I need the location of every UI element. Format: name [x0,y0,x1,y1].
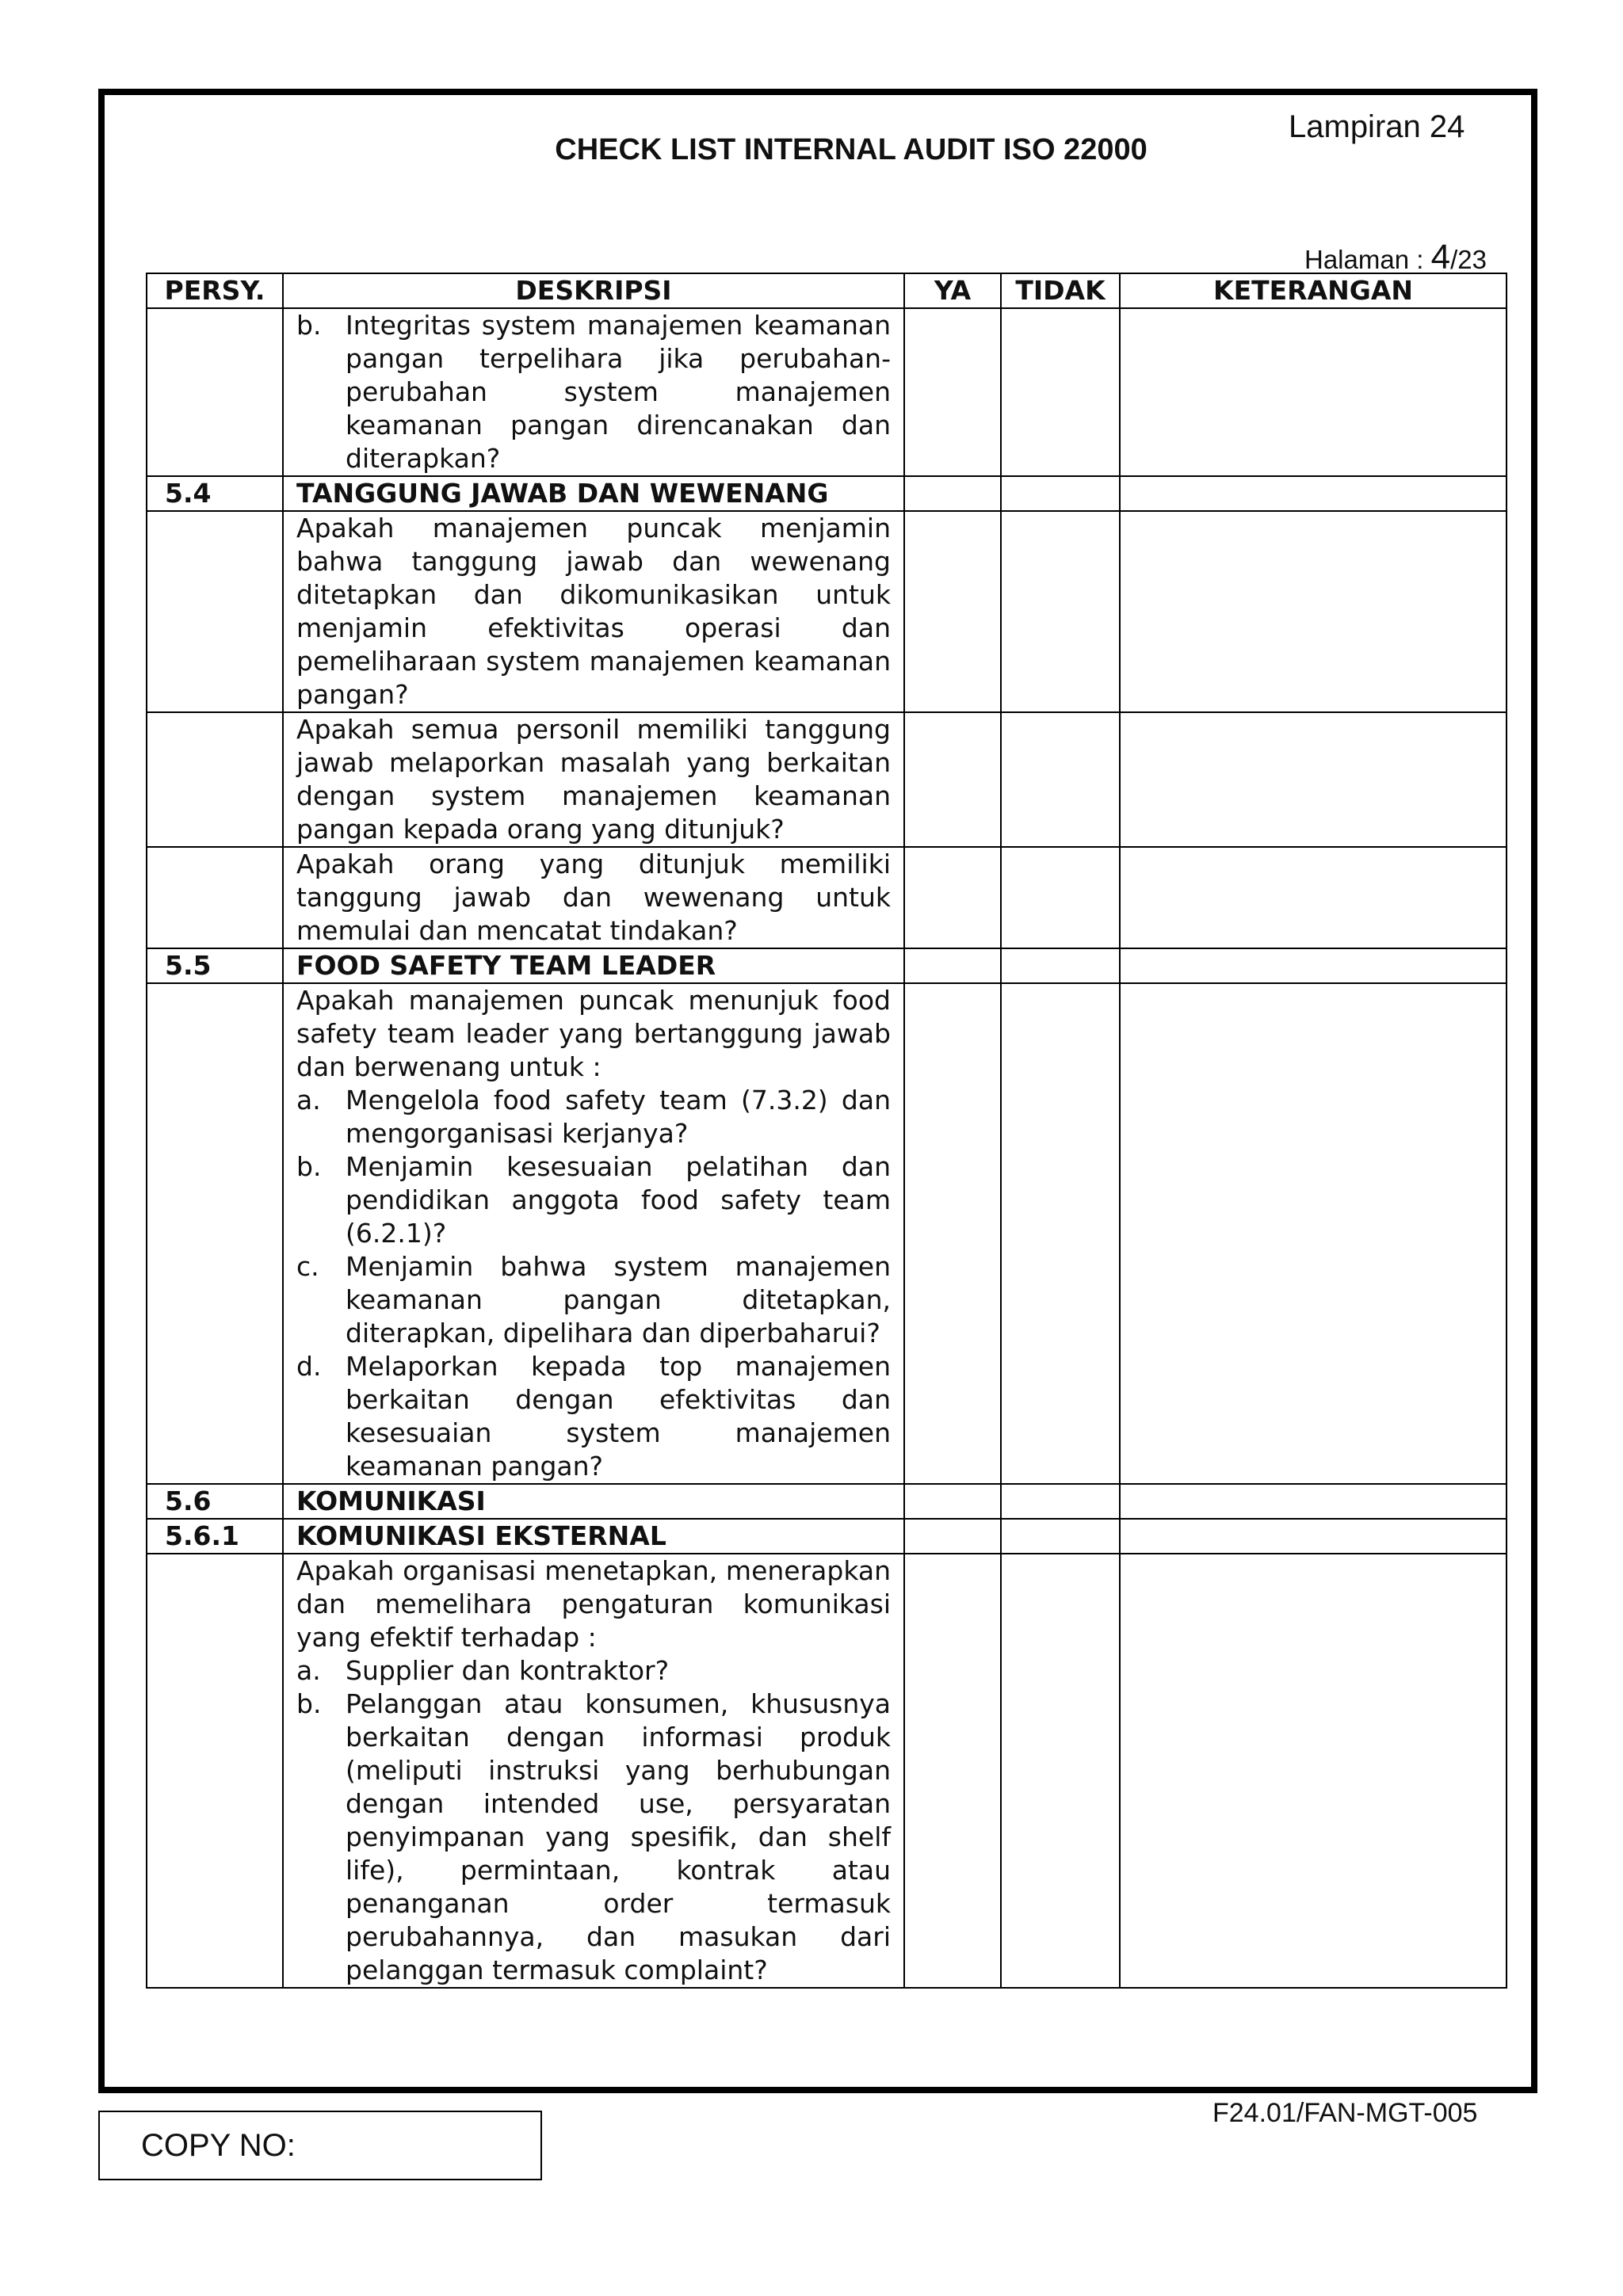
clause-number: 5.6.1 [147,1519,283,1554]
section-title: KOMUNIKASI EKSTERNAL [296,1520,666,1551]
list-item-text: Menjamin bahwa system manajemen keamanan pangan ditetapkan, diterapkan, dipelihara dan diperbaharui? [346,1251,891,1348]
description-cell [283,1554,904,1988]
list-item [296,1350,891,1483]
tidak-cell[interactable] [1001,1519,1120,1554]
keterangan-cell[interactable] [1120,983,1507,1484]
keterangan-cell[interactable] [1120,476,1507,511]
question-row [147,712,1507,847]
clause-number: 5.6 [147,1484,283,1519]
keterangan-cell[interactable] [1120,511,1507,712]
question-row [147,847,1507,948]
section-row [147,476,1507,511]
description-cell [283,511,904,712]
section-title: KOMUNIKASI [296,1486,486,1516]
list-item-text: Menjamin kesesuaian pelatihan dan pendidikan anggota food safety team (6.2.1)? [346,1151,891,1249]
tidak-cell[interactable] [1001,308,1120,476]
tidak-cell[interactable] [1001,948,1120,983]
list-item-label: c. [296,1251,319,1282]
copy-number-label: COPY NO: [141,2128,296,2163]
col-header-tidak: TIDAK [1001,273,1120,308]
keterangan-cell[interactable] [1120,847,1507,948]
question-text: Apakah manajemen puncak menjamin bahwa tanggung jawab dan wewenang ditetapkan dan dikomunikasikan untuk menjamin efektivitas operasi dan pemeliharaan system manajemen keamanan pangan? [296,513,891,710]
table-header-row [147,273,1507,308]
clause-number [147,712,283,847]
ya-cell[interactable] [904,511,1001,712]
question-text: Apakah semua personil memiliki tanggung jawab melaporkan masalah yang berkaitan dengan system manajemen keamanan pangan kepada orang yang ditunjuk? [296,714,891,845]
description-cell [283,948,904,983]
list-item [296,309,891,475]
keterangan-cell[interactable] [1120,308,1507,476]
keterangan-cell[interactable] [1120,948,1507,983]
form-code: F24.01/FAN-MGT-005 [1212,2098,1478,2128]
ya-cell[interactable] [904,712,1001,847]
keterangan-cell[interactable] [1120,1554,1507,1988]
keterangan-cell[interactable] [1120,1484,1507,1519]
list-item [296,1688,891,1987]
ya-cell[interactable] [904,1554,1001,1988]
tidak-cell[interactable] [1001,511,1120,712]
question-row [147,983,1507,1484]
keterangan-cell[interactable] [1120,1519,1507,1554]
page-label: Halaman : [1304,245,1424,274]
question-text: Apakah organisasi menetapkan, menerapkan dan memelihara pengaturan komunikasi yang efektif terhadap : [296,1555,891,1653]
list-item [296,1654,891,1688]
list-item-text: Melaporkan kepada top manajemen berkaitan dengan efektivitas dan kesesuaian system manajemen keamanan pangan? [346,1351,891,1482]
list-item-text: Integritas system manajemen keamanan pangan terpelihara jika perubahan-perubahan system manajemen keamanan pangan direncanakan dan diterapkan? [346,310,891,474]
list-item [296,1084,891,1150]
list-item-label: a. [296,1085,321,1116]
ya-cell[interactable] [904,308,1001,476]
page-number [1304,238,1487,277]
ya-cell[interactable] [904,1519,1001,1554]
ya-cell[interactable] [904,1484,1001,1519]
ya-cell[interactable] [904,983,1001,1484]
list-item-text: Mengelola food safety team (7.3.2) dan mengorganisasi kerjanya? [346,1085,891,1149]
tidak-cell[interactable] [1001,1484,1120,1519]
section-row [147,1519,1507,1554]
description-cell [283,983,904,1484]
attachment-label: Lampiran 24 [1289,109,1465,144]
checklist-table [146,273,1507,1989]
list-item [296,1250,891,1350]
keterangan-cell[interactable] [1120,712,1507,847]
list-item-text: Pelanggan atau konsumen, khususnya berkaitan dengan informasi produk (meliputi instruksi yang berhubungan dengan intended use, persyaratan penyimpanan yang spesifik, dan shelf life), permintaan, kontrak atau penanganan order termasuk perubahannya, dan masukan dari pelanggan termasuk complaint? [346,1688,891,1985]
clause-number [147,983,283,1484]
clause-number: 5.4 [147,476,283,511]
tidak-cell[interactable] [1001,712,1120,847]
question-text: Apakah manajemen puncak menunjuk food safety team leader yang bertanggung jawab dan berwenang untuk : [296,985,891,1082]
section-row [147,1484,1507,1519]
section-row [147,948,1507,983]
description-cell [283,847,904,948]
clause-number [147,308,283,476]
page-title: CHECK LIST INTERNAL AUDIT ISO 22000 [555,133,1148,166]
copy-number-box [98,2111,542,2180]
description-cell [283,1519,904,1554]
tidak-cell[interactable] [1001,983,1120,1484]
clause-number [147,1554,283,1988]
list-item-label: b. [296,1151,322,1182]
question-row [147,511,1507,712]
list-item-label: d. [296,1351,322,1382]
description-cell [283,308,904,476]
tidak-cell[interactable] [1001,476,1120,511]
tidak-cell[interactable] [1001,1554,1120,1988]
clause-number [147,847,283,948]
page-current: 4 [1430,238,1451,277]
question-text: Apakah orang yang ditunjuk memiliki tanggung jawab dan wewenang untuk memulai dan mencatat tindakan? [296,849,891,946]
section-title: FOOD SAFETY TEAM LEADER [296,950,716,981]
question-row [147,308,1507,476]
list-item-label: b. [296,1688,322,1719]
description-cell [283,476,904,511]
question-row [147,1554,1507,1988]
col-header-persy: PERSY. [147,273,283,308]
ya-cell[interactable] [904,476,1001,511]
clause-number [147,511,283,712]
tidak-cell[interactable] [1001,847,1120,948]
clause-number: 5.5 [147,948,283,983]
col-header-ya: YA [904,273,1001,308]
description-cell [283,1484,904,1519]
list-item-text: Supplier dan kontraktor? [346,1655,670,1686]
section-title: TANGGUNG JAWAB DAN WEWENANG [296,478,829,509]
list-item-label: a. [296,1655,321,1686]
list-item [296,1150,891,1250]
description-cell [283,712,904,847]
ya-cell[interactable] [904,948,1001,983]
col-header-deskripsi: DESKRIPSI [283,273,904,308]
list-item-label: b. [296,310,322,341]
ya-cell[interactable] [904,847,1001,948]
col-header-keterangan: KETERANGAN [1120,273,1507,308]
page-total: /23 [1450,245,1487,274]
